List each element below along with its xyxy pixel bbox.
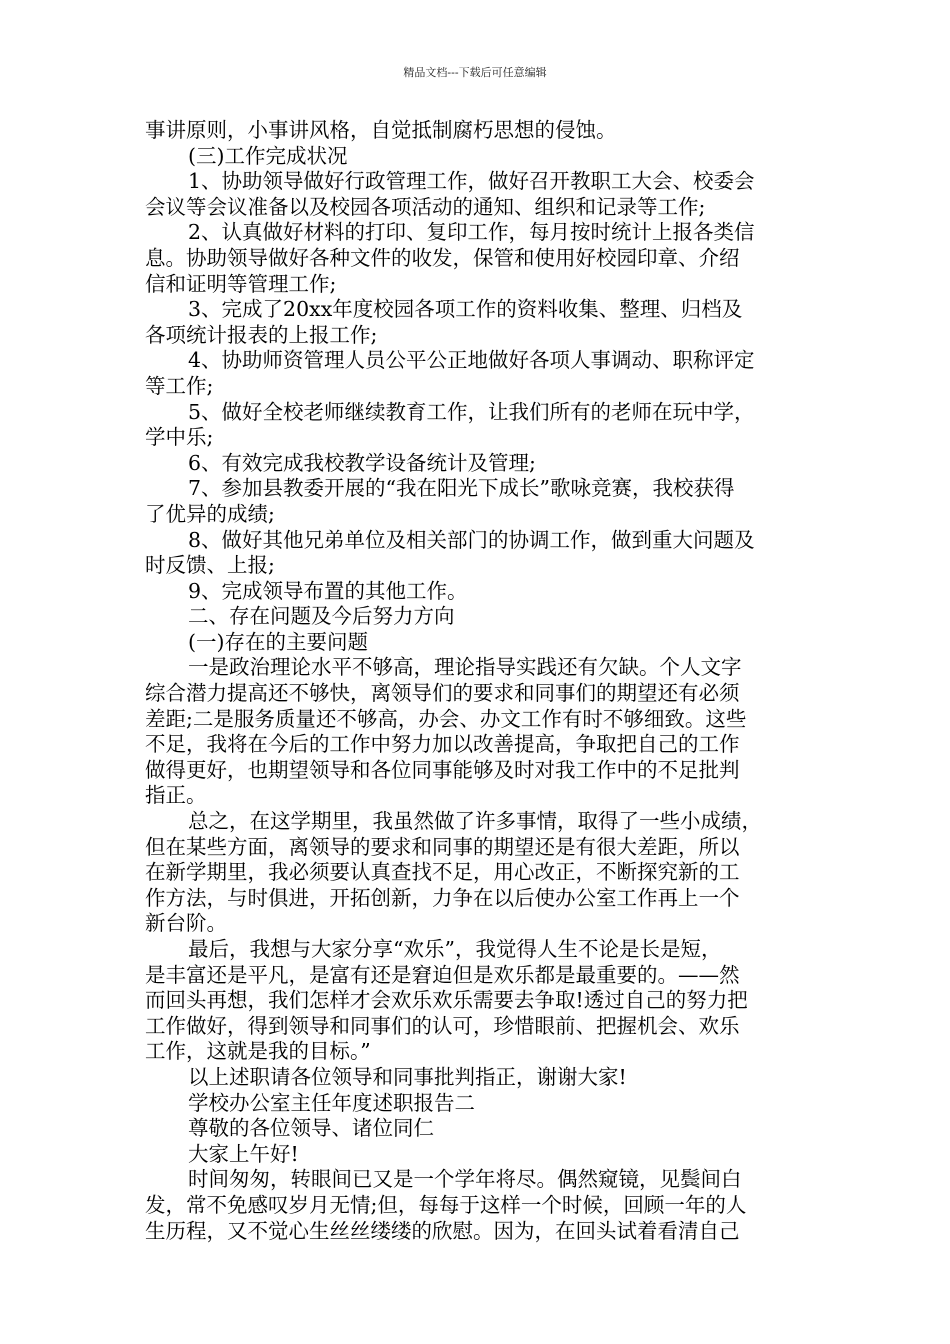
text-line: 会议等会议准备以及校园各项活动的通知、组织和记录等工作; [145,194,706,219]
text-line: 了优异的成绩; [145,501,275,526]
text-line: 在新学期里，我必须要认真查找不足，用心改正，不断探究新的工 [145,860,740,885]
text-line: 而回头再想，我们怎样才会欢乐欢乐需要去争取!透过自己的努力把 [145,988,748,1013]
text-line: 2、认真做好材料的打印、复印工作，每月按时统计上报各类信 [188,220,755,245]
text-line: 时间匆匆，转眼间已又是一个学年将尽。偶然窥镜，见鬓间白 [188,1167,742,1192]
text-line: 总之，在这学期里，我虽然做了许多事情，取得了一些小成绩， [188,809,762,834]
document-body [145,118,815,1244]
text-line: 新台阶。 [145,911,227,936]
text-line: 发，常不免感叹岁月无情;但，每每于这样一个时候，回顾一年的人 [145,1192,747,1217]
text-line: 大家上午好! [188,1141,299,1166]
text-line: 事讲原则，小事讲风格，自觉抵制腐朽思想的侵蚀。 [145,118,617,142]
text-line: 4、协助师资管理人员公平公正地做好各项人事调动、职称评定 [188,348,755,373]
text-line: 以上述职请各位领导和同事批判指正，谢谢大家! [188,1064,627,1089]
text-line: 工作，这就是我的目标。” [145,1039,371,1064]
text-line: 尊敬的各位领导、诸位同仁 [188,1116,434,1141]
text-line: 各项统计报表的上报工作; [145,322,378,347]
text-line: 差距;二是服务质量还不够高，办会、办文工作有时不够细致。这些 [145,706,747,731]
text-line: 生历程，又不觉心生丝丝缕缕的欣慰。因为，在回头试着看清自己 [145,1218,740,1243]
text-line: 一是政治理论水平不够高，理论指导实践还有欠缺。个人文字 [188,655,742,680]
text-line: 是丰富还是平凡，是富有还是窘迫但是欢乐都是最重要的。——然 [145,962,740,987]
text-line: 做得更好，也期望领导和各位同事能够及时对我工作中的不足批判 [145,757,740,782]
text-line: 3、完成了20xx年度校园各项工作的资料收集、整理、归档及 [188,297,743,322]
text-line: 5、做好全校老师继续教育工作，让我们所有的老师在玩中学， [188,399,755,424]
text-line: 指正。 [145,783,207,808]
text-line: 时反馈、上报; [145,553,275,578]
text-line: 6、有效完成我校教学设备统计及管理; [188,450,536,475]
text-line: 9、完成领导布置的其他工作。 [188,578,468,603]
text-line: 最后，我想与大家分享“欢乐”，我觉得人生不论是长是短， [188,937,722,961]
text-line: 不足，我将在今后的工作中努力加以改善提高，争取把自己的工作 [145,732,740,757]
text-line: 息。协助领导做好各种文件的收发，保管和使用好校园印章、介绍 [145,245,740,270]
text-line: 等工作; [145,373,214,398]
text-line: 但在某些方面，离领导的要求和同事的期望还是有很大差距，所以 [145,834,740,859]
text-line: 二、存在问题及今后努力方向 [188,604,455,629]
page-header: 精品文档---下载后可任意编辑 [403,66,547,79]
text-line: 学中乐; [145,425,214,450]
text-line: 信和证明等管理工作; [145,271,337,296]
text-line: 7、参加县教委开展的“我在阳光下成长”歌咏竞赛，我校获得 [188,476,735,501]
text-line: 作方法，与时俱进，开拓创新，力争在以后使办公室工作再上一个 [145,885,740,910]
text-line: 学校办公室主任年度述职报告二 [188,1090,475,1115]
text-line: (三)工作完成状况 [188,143,348,168]
text-line: 1、协助领导做好行政管理工作，做好召开教职工大会、校委会 [188,169,755,194]
text-line: 8、做好其他兄弟单位及相关部门的协调工作，做到重大问题及 [188,527,755,552]
text-line: 工作做好，得到领导和同事们的认可，珍惜眼前、把握机会、欢乐 [145,1013,740,1038]
text-line: (一)存在的主要问题 [188,629,368,654]
text-line: 综合潜力提高还不够快，离领导们的要求和同事们的期望还有必须 [145,681,740,706]
